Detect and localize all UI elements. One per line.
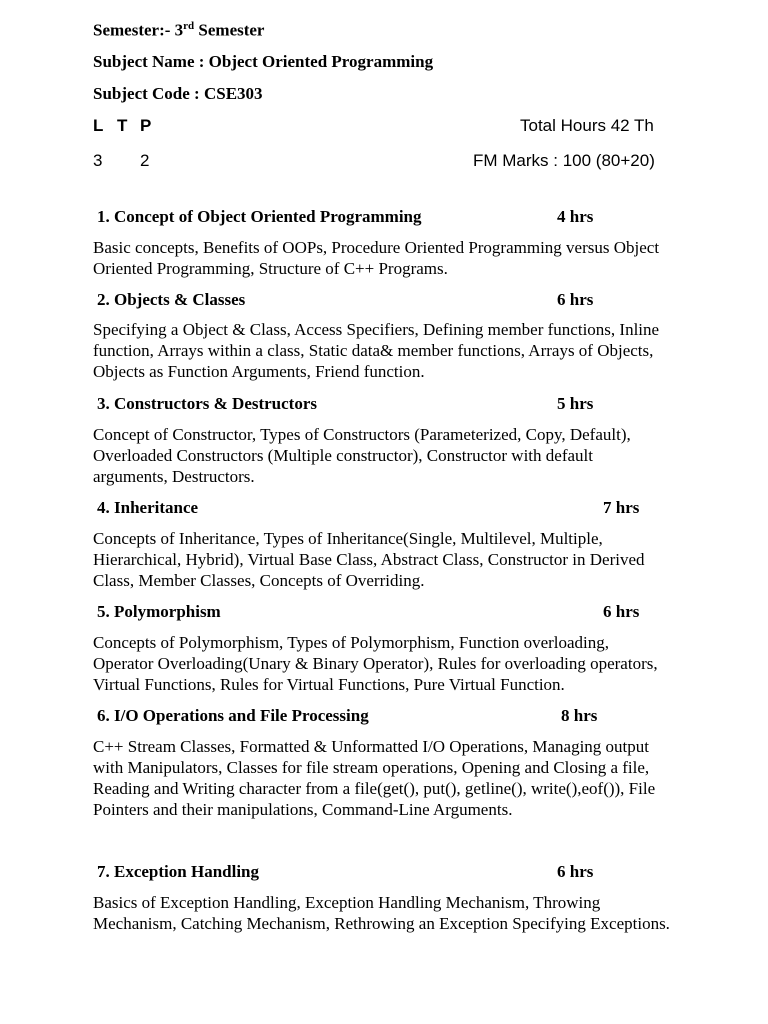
section-text-line: Operator Overloading(Unary & Binary Operator), Rules for overloading operators,: [93, 654, 658, 673]
ltp-label-p: P: [140, 116, 152, 135]
section-text-line: Basics of Exception Handling, Exception Handling Mechanism, Throwing: [93, 893, 601, 912]
total-hours: Total Hours 42 Th: [520, 116, 654, 135]
section-text-line: Concepts of Polymorphism, Types of Polymorphism, Function overloading,: [93, 633, 610, 652]
semester-ordinal-suffix: rd: [183, 20, 195, 32]
section-text-line: Objects as Function Arguments, Friend function.: [93, 362, 425, 381]
fm-marks: FM Marks : 100 (80+20): [473, 151, 655, 170]
section-text-line: Basic concepts, Benefits of OOPs, Procedure Oriented Programming versus Object: [93, 238, 660, 257]
ltp-label-t: T: [117, 116, 128, 135]
section-hours: 6 hrs: [603, 602, 640, 621]
section-text-line: Class, Member Classes, Concepts of Overriding.: [93, 571, 425, 590]
section-hours: 5 hrs: [557, 394, 594, 413]
section-text-line: Virtual Functions, Rules for Virtual Functions, Pure Virtual Function.: [93, 675, 565, 694]
section-text-line: function, Arrays within a class, Static data& member functions, Arrays of Objects,: [93, 341, 654, 360]
subject-name: Subject Name : Object Oriented Programming: [93, 52, 434, 71]
section-title: 3. Constructors & Destructors: [97, 394, 318, 413]
section-text-line: Concepts of Inheritance, Types of Inheritance(Single, Multilevel, Multiple,: [93, 529, 603, 548]
section-text-line: with Manipulators, Classes for file stream operations, Opening and Closing a file,: [93, 758, 650, 777]
semester-word: Semester: [194, 20, 265, 40]
section-text-line: Mechanism, Catching Mechanism, Rethrowing an Exception Specifying Exceptions.: [93, 914, 670, 933]
section-hours: 4 hrs: [557, 207, 594, 226]
subject-code: Subject Code : CSE303: [93, 84, 263, 103]
section-text-line: Overloaded Constructors (Multiple constructor), Constructor with default: [93, 446, 593, 465]
section-text-line: Oriented Programming, Structure of C++ Programs.: [93, 259, 448, 278]
section-text-line: Concept of Constructor, Types of Constructors (Parameterized, Copy, Default),: [93, 425, 631, 444]
ltp-value-l: 3: [93, 151, 103, 170]
section-text-line: Hierarchical, Hybrid), Virtual Base Class, Abstract Class, Constructor in Derived: [93, 550, 645, 569]
section-hours: 6 hrs: [557, 862, 594, 881]
section-title: 6. I/O Operations and File Processing: [97, 706, 369, 725]
section-title: 5. Polymorphism: [97, 602, 221, 621]
section-hours: 8 hrs: [561, 706, 598, 725]
section-text-line: C++ Stream Classes, Formatted & Unformatted I/O Operations, Managing output: [93, 737, 650, 756]
section-title: 1. Concept of Object Oriented Programming: [97, 207, 422, 226]
section-text-line: Pointers and their manipulations, Command-Line Arguments.: [93, 800, 513, 819]
section-title: 7. Exception Handling: [97, 862, 260, 881]
ltp-label-l: L: [93, 116, 104, 135]
section-hours: 6 hrs: [557, 290, 594, 309]
section-text-line: Specifying a Object & Class, Access Specifiers, Defining member functions, Inline: [93, 320, 660, 339]
section-text-line: arguments, Destructors.: [93, 467, 255, 486]
semester-heading: [93, 20, 264, 41]
section-hours: 7 hrs: [603, 498, 640, 517]
section-title: 4. Inheritance: [97, 498, 199, 517]
section-title: 2. Objects & Classes: [97, 290, 246, 309]
ltp-value-t: 2: [140, 151, 150, 170]
section-text-line: Reading and Writing character from a file(get(), put(), getline(), write(),eof()), File: [93, 779, 656, 798]
semester-number: Semester:- 3: [93, 20, 184, 40]
